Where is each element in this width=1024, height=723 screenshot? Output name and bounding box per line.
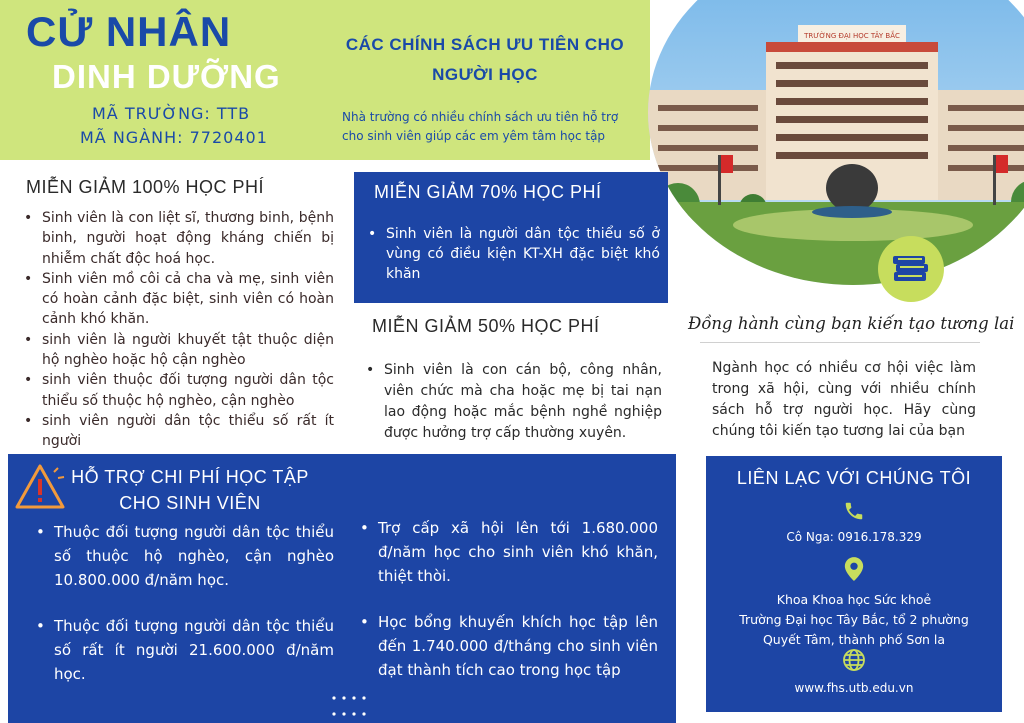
- free-50-title: MIỄN GIẢM 50% HỌC PHÍ: [372, 316, 600, 336]
- free-100-title: MIỄN GIẢM 100% HỌC PHÍ: [26, 177, 265, 197]
- career-text: Ngành học có nhiều cơ hội việc làm trong xã hội, cùng với nhiều chính sách hỗ trợ người học. Hãy cùng chúng tôi kiến tạo tương lai của bạn: [712, 360, 976, 439]
- list-item: • sinh viên thuộc đối tượng người dân tộc thiểu số thuộc hộ nghèo, cận nghèo: [20, 370, 334, 411]
- list-item: • Sinh viên là con liệt sĩ, thương binh, bệnh binh, người hoạt động kháng chiến bị nhiễm chất độc hoá học.: [20, 208, 334, 269]
- contact-title: LIÊN LẠC VỚI CHÚNG TÔI: [736, 468, 972, 488]
- books-icon: [878, 236, 944, 302]
- globe-icon: [842, 648, 866, 672]
- major-title-line2: DINH DƯỠNG: [52, 58, 281, 95]
- address-line: Khoa Khoa học Sức khoẻ: [776, 592, 932, 607]
- support-panel: [8, 454, 676, 723]
- header-banner: [0, 0, 650, 160]
- support-title: HỖ TRỢ CHI PHÍ HỌC TẬP CHO SINH VIÊN: [71, 467, 309, 513]
- list-item: • Sinh viên mồ côi cả cha và mẹ, sinh viên có hoàn cảnh đặc biệt, sinh viên có hoàn cảnh khó khăn.: [20, 269, 334, 330]
- list-item: • Sinh viên là người dân tộc thiểu số ở vùng có điều kiện KT-XH đặc biệt khó khăn: [364, 224, 660, 284]
- address-line: Quyết Tâm, thành phố Sơn la: [762, 632, 946, 647]
- contact-address: [706, 590, 1002, 650]
- policy-description: Nhà trường có nhiều chính sách ưu tiên hỗ trợ cho sinh viên giúp các em yêm tâm học tập: [342, 110, 619, 143]
- free-70-panel: [354, 172, 668, 303]
- list-item: • Học bổng khuyến khích học tập lên đến 1.740.000 đ/tháng cho sinh viên đạt thành tích cao trong học tập: [356, 610, 658, 682]
- policy-title: CÁC CHÍNH SÁCH ƯU TIÊN CHO NGƯỜI HỌC: [345, 35, 625, 84]
- free-100-list: [20, 208, 334, 452]
- location-pin-icon: [843, 556, 865, 582]
- divider: [700, 342, 980, 343]
- tagline: Đồng hành cùng bạn kiến tạo tương lai: [688, 314, 1015, 333]
- campus-photo: [648, 0, 1024, 285]
- decorative-dots: [330, 692, 376, 722]
- free-70-title: MIỄN GIẢM 70% HỌC PHÍ: [374, 182, 602, 202]
- free-50-list: [362, 360, 662, 444]
- list-item: • Thuộc đối tượng người dân tộc thiểu số thuộc hộ nghèo, cận nghèo 10.800.000 đ/năm học.: [32, 520, 334, 592]
- support-list-left: [32, 520, 334, 708]
- free-70-list: [364, 224, 660, 284]
- phone-icon: [843, 500, 865, 522]
- campus-sign: TRƯỜNG ĐẠI HỌC TÂY BẮC: [804, 32, 900, 40]
- list-item: • sinh viên người dân tộc thiểu số rất ít người: [20, 411, 334, 452]
- major-title-line1: CỬ NHÂN: [26, 8, 232, 55]
- warning-icon: [14, 462, 66, 512]
- contact-phone[interactable]: Cô Nga: 0916.178.329: [786, 530, 922, 544]
- contact-website-link[interactable]: www.fhs.utb.edu.vn: [794, 681, 914, 695]
- list-item: • Sinh viên là con cán bộ, công nhân, viên chức mà cha hoặc mẹ bị tai nạn lao động hoặc mắc bệnh nghề nghiệp được hưởng trợ cấp thường xuyên.: [362, 360, 662, 444]
- address-line: Trường Đại học Tây Bắc, tổ 2 phường: [739, 612, 969, 627]
- major-code: MÃ NGÀNH: 7720401: [80, 128, 268, 147]
- school-code: MÃ TRƯỜNG: TTB: [92, 104, 251, 123]
- list-item: • Thuộc đối tượng người dân tộc thiểu số rất ít người 21.600.000 đ/năm học.: [32, 614, 334, 686]
- list-item: • sinh viên là người khuyết tật thuộc diện hộ nghèo hoặc hộ cận nghèo: [20, 330, 334, 371]
- support-list-right: [356, 516, 658, 704]
- contact-panel: [706, 456, 1002, 712]
- list-item: • Trợ cấp xã hội lên tới 1.680.000 đ/năm học cho sinh viên khó khăn, thiệt thòi.: [356, 516, 658, 588]
